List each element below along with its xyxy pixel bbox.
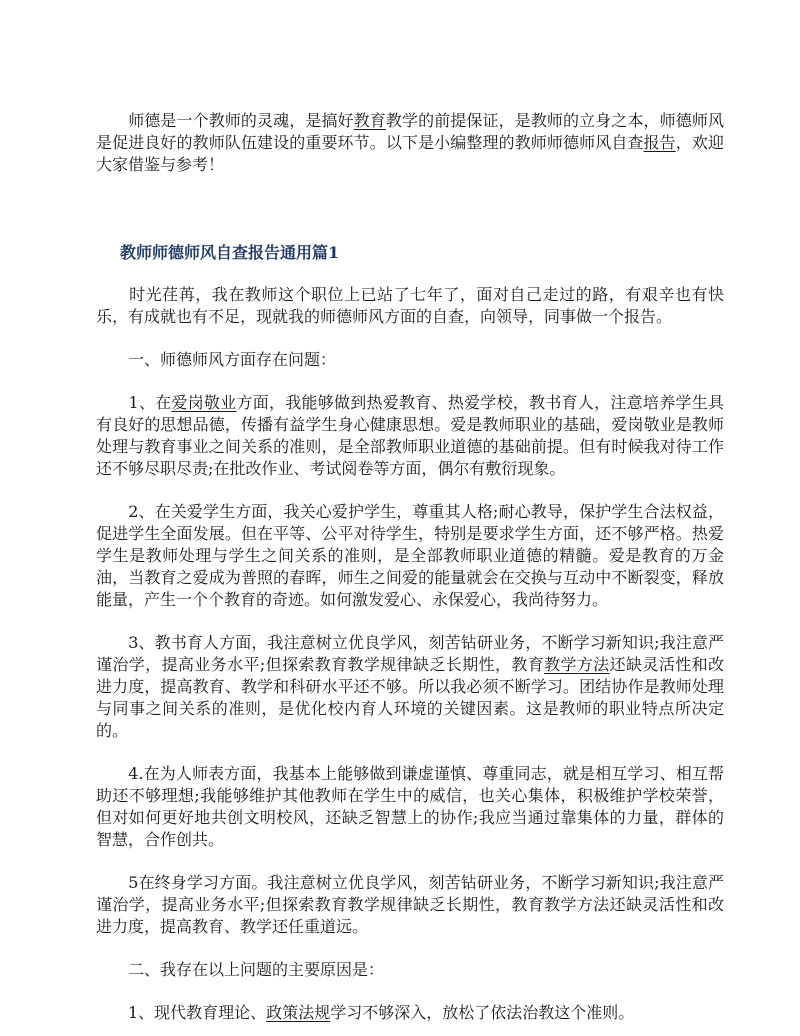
item-1-text-1: 1、在 <box>96 393 172 412</box>
reason-1-text-1: 1、现代教育理论、 <box>96 1003 267 1022</box>
link-report[interactable]: 报告 <box>643 133 676 152</box>
section-heading: 教师师德师风自查报告通用篇1 <box>120 243 340 262</box>
item-1-text-2: 方面，我能够做到热爱教育、热爱学校，教书育人，注意培养学生具有良好的思想品德，传播有益学生身心健康思想。爱是教师职业的基础，爱岗敬业是教师处理与教育事业之间关系的准则，是全部教师职业道德的基础前提。但有时候我对待工作还不够尽职尽责;在批改作业、考试阅卷等方面，偶尔有敷衍现象。 <box>96 393 724 478</box>
item-4-paragraph: 4.在为人师表方面，我基本上能够做到谦虚谨慎、尊重同志，就是相互学习、相互帮助还不够理想;我能够维护其他教师在学生中的威信，也关心集体，积极维护学校荣誉，但对如何更好地共创文明校风，还缺乏智慧上的协作;我应当通过靠集体的力量，群体的智慧，合作创共。 <box>96 764 724 849</box>
item-3-text-2: 还缺灵活性和改进力度，提高教育、教学和科研水平还不够。所以我必须不断学习。团结协作是教师处理与同事之间关系的准则，是优化校内育人环境的关键因素。这是教师的职业特点所决定的。 <box>96 655 724 740</box>
intro-text-2: 教学的前提保证，是教师的立身之本，师德师风是促进良好的教师队伍建设的重要环节。以下是小编整理的教师师德师风自查 <box>96 111 724 152</box>
intro-text-1: 师德是一个教师的灵魂，是搞好 <box>96 111 354 130</box>
link-dedication[interactable]: 爱岗敬业 <box>171 393 237 412</box>
item-3-text-1: 3、教书育人方面，我注意树立优良学风，刻苦钻研业务，不断学习新知识;我注意严谨治学，提高业务水平;但探索教育教学规律缺乏长期性，教育 <box>96 633 724 674</box>
section-title-reasons: 二、我存在以上问题的主要原因是： <box>96 960 385 979</box>
item-3-paragraph <box>96 632 724 742</box>
intro-text-3: ，欢迎大家借鉴与参考！ <box>96 133 724 174</box>
section-title-problems: 一、师德师风方面存在问题： <box>96 350 337 369</box>
document-page <box>96 110 724 1024</box>
item-1-paragraph <box>96 392 724 480</box>
reason-1-text-2: 学习不够深入，放松了依法治教这个准则。 <box>330 1003 635 1022</box>
intro-paragraph <box>96 110 724 176</box>
link-policies-regulations[interactable]: 政策法规 <box>266 1003 331 1022</box>
link-teaching-methods[interactable]: 教学方法 <box>544 655 610 674</box>
item-5-paragraph: 5在终身学习方面。我注意树立优良学风，刻苦钻研业务，不断学习新知识;我注意严谨治学，提高业务水平;但探索教育教学规律缺乏长期性，教育教学方法还缺灵活性和改进力度，提高教育、教学还任重道远。 <box>96 873 724 936</box>
link-education[interactable]: 教育 <box>353 111 386 130</box>
item-2-paragraph: 2、在关爱学生方面，我关心爱护学生，尊重其人格;耐心教导，保护学生合法权益，促进学生全面发展。但在平等、公平对待学生，特别是要求学生方面，还不够严格。热爱学生是教师处理与学生之间关系的准则，是全部教师职业道德的精髓。爱是教育的万金油，当教育之爱成为普照的春晖，师生之间爱的能量就会在交换与互动中不断裂变，释放能量，产生一个个教育的奇迹。如何激发爱心、永保爱心，我尚待努力。 <box>96 502 724 609</box>
paragraph-opening: 时光荏苒，我在教师这个职位上已站了七年了，面对自己走过的路，有艰辛也有快乐，有成就也有不足，现就我的师德师风方面的自查，向领导，同事做一个报告。 <box>96 285 724 326</box>
reason-1-paragraph <box>96 1002 724 1024</box>
